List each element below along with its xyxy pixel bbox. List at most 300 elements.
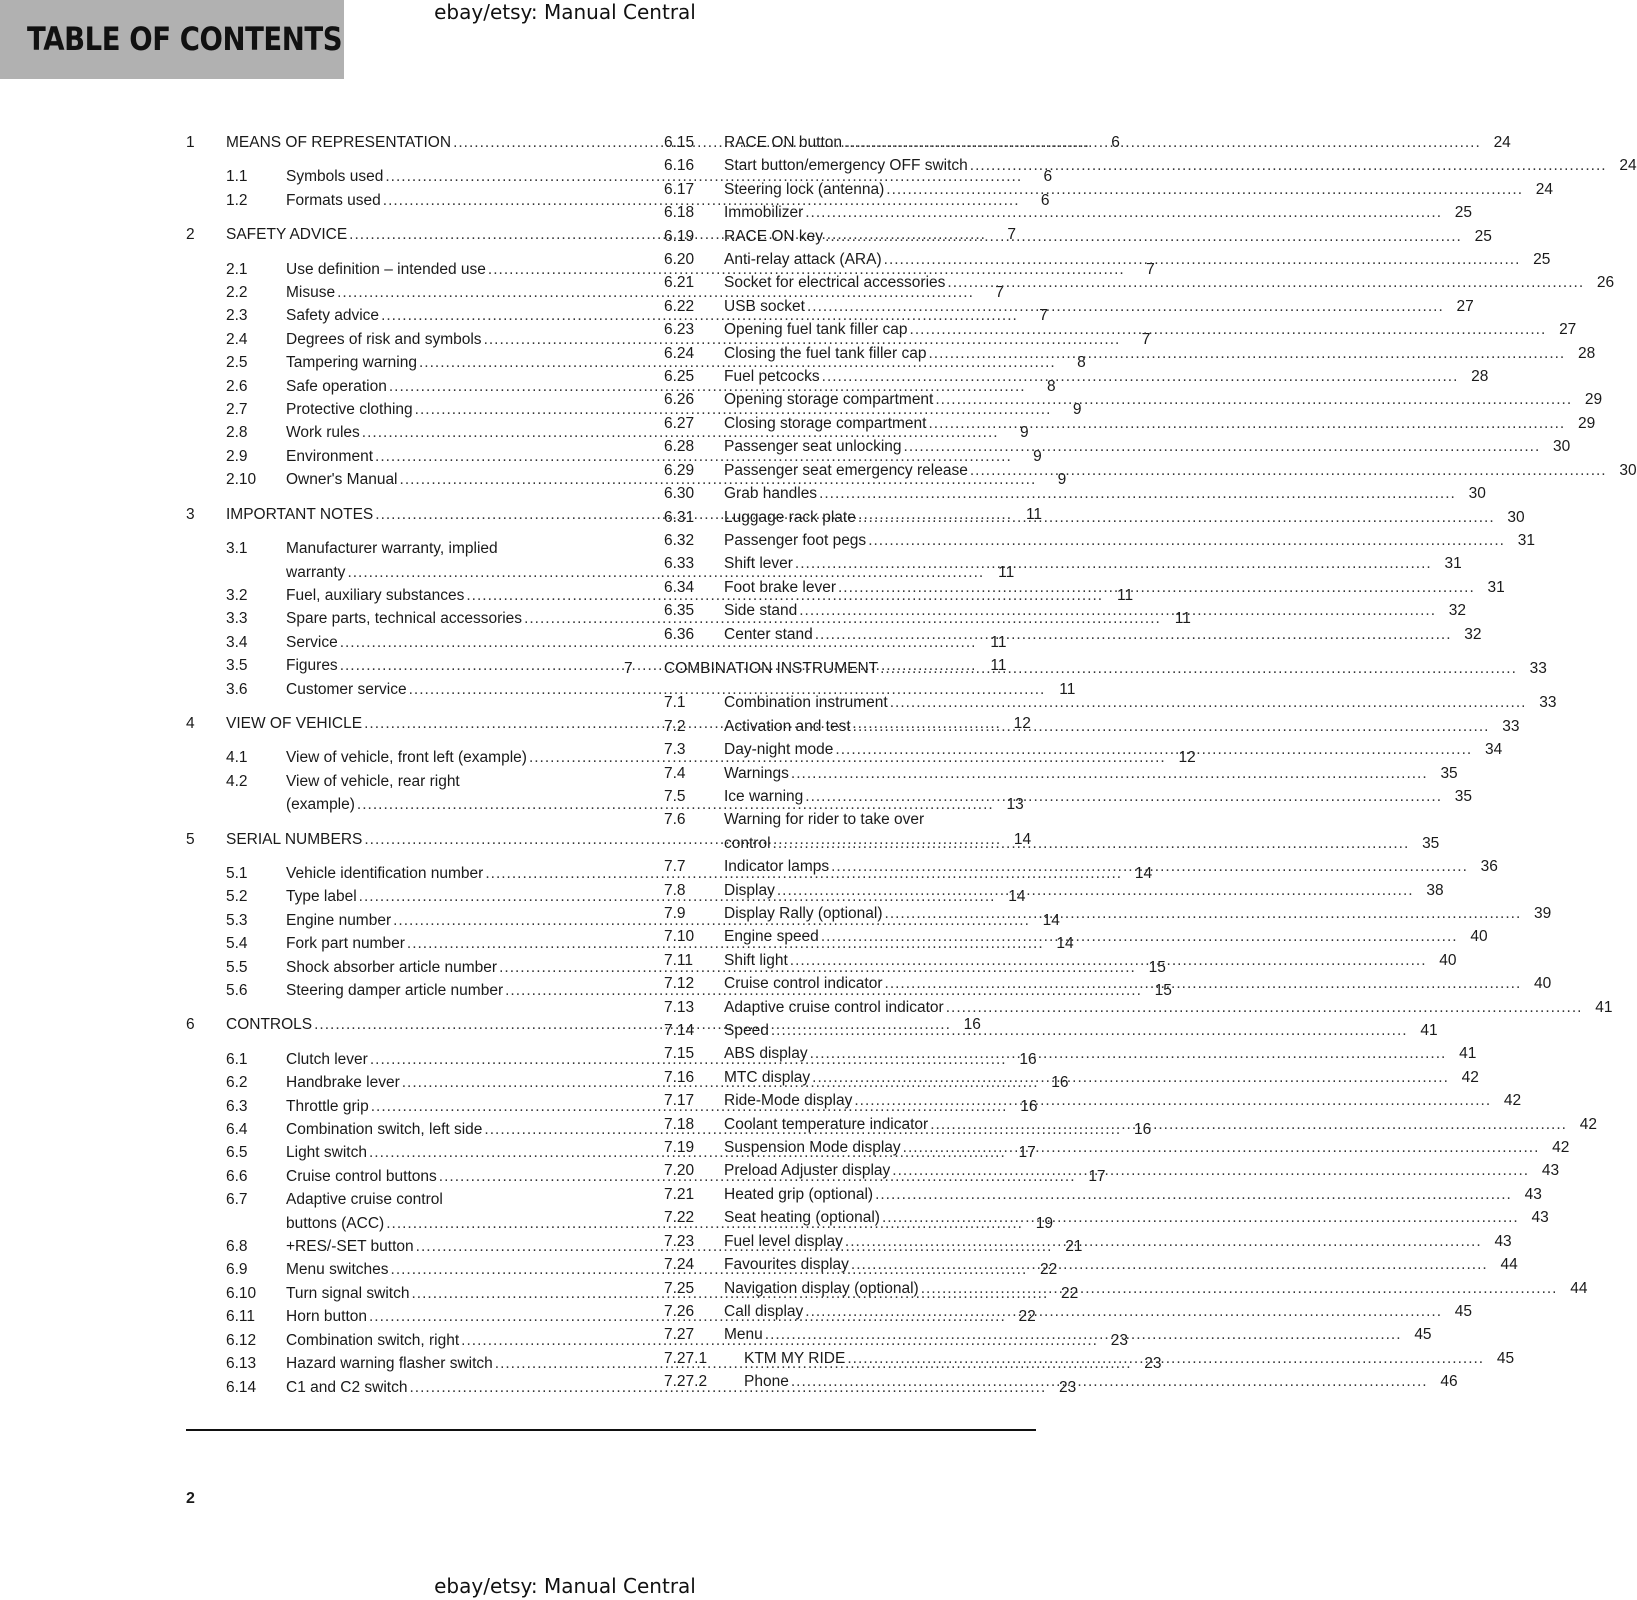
- leader-dots: [858, 506, 1495, 529]
- toc-entry-number: 7.13: [664, 998, 695, 1016]
- toc-entry-page: 27: [1456, 297, 1474, 315]
- toc-entry-number: 7.14: [664, 1022, 695, 1040]
- toc-entry-page: 26: [1596, 274, 1615, 292]
- toc-entry-number: 7.3: [664, 741, 686, 759]
- toc-entry[interactable]: [624, 201, 1473, 224]
- toc-entry[interactable]: [624, 225, 1492, 248]
- toc-entry-page: 7: [1146, 260, 1155, 278]
- toc-entry-number: 6.10: [226, 1284, 257, 1302]
- toc-entry-title: Fuel level display: [724, 1232, 843, 1250]
- toc-entry-page: 6: [1043, 168, 1053, 186]
- leader-dots: [890, 691, 1527, 714]
- toc-entry-number: 6.8: [226, 1238, 248, 1256]
- toc-entry[interactable]: [624, 1042, 1477, 1065]
- leader-dots: [765, 1323, 1402, 1346]
- toc-entry-page: 45: [1414, 1326, 1432, 1344]
- toc-entry[interactable]: [624, 178, 1554, 201]
- toc-entry-number: 5.5: [226, 958, 248, 976]
- toc-entry-page: 31: [1487, 578, 1505, 596]
- toc-entry-number: 7: [624, 659, 633, 677]
- toc-entry-title: Ride-Mode display: [724, 1092, 853, 1110]
- toc-entry-page: 43: [1524, 1185, 1542, 1203]
- toc-entry[interactable]: [624, 552, 1462, 575]
- toc-entry-title: Navigation display (optional): [724, 1279, 919, 1297]
- toc-entry-page: 46: [1440, 1373, 1458, 1391]
- toc-entry-number: 6.2: [226, 1074, 248, 1092]
- toc-entry-title: SERIAL NUMBERS: [226, 830, 363, 848]
- toc-entry-page: 34: [1484, 741, 1503, 759]
- toc-entry[interactable]: [624, 657, 1547, 680]
- page-number: 2: [186, 1490, 195, 1507]
- toc-entry-title: Display: [724, 881, 775, 899]
- leader-dots: [805, 1300, 1442, 1323]
- toc-entry-title: Use definition – intended use: [286, 260, 486, 278]
- leader-dots: [904, 435, 1541, 458]
- toc-entry-number: 6.5: [226, 1144, 248, 1162]
- toc-entry-page: 30: [1468, 485, 1486, 503]
- leader-dots: [892, 1159, 1529, 1182]
- toc-entry-number: 1: [186, 134, 195, 151]
- toc-entry-title: RACE ON button: [724, 134, 843, 151]
- toc-entry-number: 6.31: [664, 508, 695, 526]
- toc-entry-number: 2.4: [226, 330, 248, 348]
- toc-entry-page: 16: [1019, 1050, 1037, 1068]
- toc-entry-title: Socket for electrical accessories: [724, 274, 946, 292]
- toc-entry-title: Adaptive cruise control: [286, 1191, 443, 1209]
- toc-entry-number: 7.1: [664, 694, 686, 712]
- toc-entry[interactable]: [624, 691, 1557, 714]
- toc-entry-page: 38: [1426, 881, 1444, 899]
- toc-entry-title: USB socket: [724, 297, 805, 315]
- toc-entry-page: 30: [1553, 438, 1571, 456]
- toc-entry-title: Grab handles: [724, 485, 818, 503]
- toc-entry-title: Menu switches: [286, 1261, 389, 1279]
- toc-entry-title: Call display: [724, 1302, 804, 1320]
- leader-dots: [935, 388, 1572, 411]
- toc-entry-page: 16: [1133, 1121, 1152, 1139]
- toc-entry-number: 7.15: [664, 1045, 695, 1063]
- toc-entry[interactable]: [186, 678, 1076, 701]
- toc-entry-title: Fuel, auxiliary substances: [286, 586, 465, 604]
- toc-entry-title: Horn button: [286, 1308, 367, 1326]
- toc-entry-page: 24: [1535, 180, 1554, 198]
- toc-entry-page: 41: [1595, 998, 1613, 1016]
- toc-entry-title: CONTROLS: [226, 1016, 313, 1034]
- toc-entry-title: Opening storage compartment: [724, 391, 934, 409]
- toc-column-right: [624, 131, 1637, 1394]
- toc-entry-page: 8: [1046, 377, 1056, 395]
- toc-entry-title: Suspension Mode display: [724, 1139, 901, 1157]
- toc-entry[interactable]: [624, 435, 1571, 458]
- toc-entry-number: 2.10: [226, 471, 257, 489]
- toc-entry-title: buttons (ACC): [286, 1214, 385, 1232]
- toc-entry[interactable]: [624, 1136, 1570, 1159]
- toc-entry-number: 5.3: [226, 911, 248, 929]
- toc-entry-title: Indicator lamps: [724, 858, 830, 876]
- title-tab: [0, 0, 344, 79]
- toc-entry-title: Throttle grip: [286, 1097, 369, 1115]
- toc-entry-title: SAFETY ADVICE: [226, 226, 348, 244]
- leader-dots: [946, 996, 1583, 1019]
- leader-dots: [795, 552, 1432, 575]
- toc-entry-page: 19: [1035, 1214, 1053, 1232]
- toc-entry-page: 16: [1020, 1097, 1038, 1115]
- toc-entry-number: 6.20: [664, 251, 695, 269]
- toc-entry[interactable]: [624, 154, 1637, 177]
- toc-entry-number: 7.2: [664, 717, 686, 735]
- toc-entry[interactable]: [624, 388, 1603, 411]
- toc-entry-title: Shift light: [724, 951, 788, 969]
- toc-entry-number: 3.4: [226, 633, 248, 651]
- toc-entry-number: 6.21: [664, 274, 695, 292]
- toc-entry-number: 6.32: [664, 531, 695, 549]
- toc-entry-number: 7.23: [664, 1232, 695, 1250]
- leader-dots: [851, 1253, 1488, 1276]
- toc-entry-number: 6.22: [664, 297, 695, 315]
- leader-dots: [812, 1066, 1449, 1089]
- toc-entry-page: 32: [1448, 602, 1467, 620]
- toc-entry-number: 6.9: [226, 1261, 248, 1279]
- toc-entry-page: 14: [1013, 830, 1032, 848]
- toc-entry[interactable]: [624, 1019, 1438, 1042]
- leader-dots: [885, 902, 1522, 925]
- footer-rule: [186, 1429, 1036, 1431]
- toc-entry-title: Degrees of risk and symbols: [286, 330, 482, 348]
- toc-entry-page: 33: [1502, 717, 1520, 735]
- toc-entry-number: 6.4: [226, 1121, 248, 1139]
- toc-entry-page: 25: [1533, 251, 1551, 269]
- toc-entry[interactable]: [624, 342, 1596, 365]
- toc-entry[interactable]: [624, 762, 1458, 785]
- leader-dots: [821, 925, 1458, 948]
- toc-entry[interactable]: [624, 295, 1474, 318]
- toc-entry-title: Ice warning: [724, 787, 804, 805]
- toc-entry-title: Vehicle identification number: [286, 864, 484, 882]
- toc-entry[interactable]: [624, 459, 1637, 482]
- leader-dots: [791, 762, 1428, 785]
- toc-entry-number: 7.27: [664, 1326, 695, 1344]
- toc-entry-number: 2.3: [226, 307, 248, 325]
- toc-entry-page: 43: [1531, 1209, 1549, 1227]
- toc-entry-page: 7: [1039, 307, 1048, 325]
- toc-entry-number: 6.25: [664, 368, 695, 386]
- toc-entry-number: 6.6: [226, 1167, 248, 1185]
- toc-entry-page: 27: [1559, 321, 1577, 339]
- toc-entry-title: Formats used: [286, 191, 381, 209]
- toc-entry[interactable]: [624, 785, 1473, 808]
- leader-dots: [819, 482, 1456, 505]
- toc-entry-number: 1.2: [226, 191, 248, 209]
- toc-entry-number: 2.6: [226, 377, 248, 395]
- toc-entry-title: Phone: [744, 1373, 789, 1391]
- toc-entry-page: 43: [1541, 1162, 1560, 1180]
- toc-entry[interactable]: [624, 1183, 1542, 1206]
- toc-entry-number: 7.7: [664, 858, 686, 876]
- toc-entry-page: 9: [1019, 424, 1029, 442]
- toc-entry-page: 42: [1503, 1092, 1522, 1110]
- toc-entry-number: 6.11: [226, 1308, 256, 1326]
- toc-entry-title: Clutch lever: [286, 1050, 368, 1068]
- toc-entry[interactable]: [624, 879, 1444, 902]
- toc-entry-page: 17: [1088, 1167, 1106, 1185]
- toc-entry[interactable]: [624, 412, 1596, 435]
- leader-dots: [921, 1277, 1558, 1300]
- toc-entry-number: 6.27: [664, 414, 695, 432]
- toc-entry-page: 39: [1534, 905, 1552, 922]
- toc-entry-number: 5.4: [226, 935, 248, 953]
- leader-dots: [845, 1230, 1482, 1253]
- toc-entry-page: 42: [1552, 1139, 1570, 1157]
- toc-entry-number: 7.9: [664, 905, 686, 922]
- toc-entry[interactable]: [624, 715, 1520, 738]
- toc-entry-title: warranty: [286, 563, 346, 581]
- toc-entry-title: MTC display: [724, 1068, 811, 1086]
- toc-entry-page: 24: [1619, 157, 1637, 175]
- toc-entry-title: KTM MY RIDE: [744, 1349, 846, 1367]
- toc-entry-number: 4.2: [226, 772, 248, 790]
- toc-entry-title: Closing storage compartment: [724, 414, 927, 432]
- toc-entry-title: +RES/-SET button: [286, 1238, 414, 1256]
- toc-entry-page: 23: [1110, 1331, 1128, 1349]
- toc-entry-title: Protective clothing: [286, 401, 413, 419]
- leader-dots: [868, 529, 1505, 552]
- leader-dots: [880, 657, 1517, 680]
- toc-entry-number: 7.25: [664, 1279, 695, 1297]
- toc-entry[interactable]: [624, 623, 1482, 646]
- toc-entry-title: Handbrake lever: [286, 1074, 400, 1092]
- toc-entry-number: 6.12: [226, 1331, 257, 1349]
- toc-entry-title: Light switch: [286, 1144, 367, 1162]
- toc-entry-number: 3.2: [226, 586, 248, 604]
- toc-entry-page: 17: [1018, 1144, 1036, 1162]
- toc-entry-title: Immobilizer: [724, 204, 804, 222]
- toc-entry-page: 40: [1534, 975, 1552, 993]
- toc-entry-page: 35: [1440, 764, 1458, 782]
- toc-entry-number: 2.8: [226, 424, 248, 442]
- toc-entry-number: 6.1: [226, 1050, 248, 1068]
- toc-entry-page: 30: [1619, 461, 1637, 479]
- toc-entry-title: control: [724, 834, 771, 852]
- toc-entry-page: 7: [1141, 330, 1151, 348]
- toc-entry-page: 45: [1454, 1302, 1473, 1320]
- toc-entry[interactable]: [624, 529, 1535, 552]
- toc-entry-title: Safety advice: [286, 307, 380, 325]
- toc-entry-page: 8: [1077, 354, 1086, 372]
- toc-entry[interactable]: [624, 318, 1577, 341]
- toc-entry-page: 29: [1584, 391, 1603, 409]
- toc-entry-number: 6.29: [664, 461, 695, 479]
- toc-entry-title: View of vehicle, front left (example): [286, 749, 527, 767]
- leader-dots: [773, 832, 1410, 855]
- leader-dots: [882, 1206, 1519, 1229]
- toc-entry-page: 16: [963, 1016, 981, 1034]
- toc-entry-number: 7.20: [664, 1162, 695, 1180]
- toc-entry-page: 13: [1006, 796, 1024, 814]
- toc-entry-title: Environment: [286, 447, 374, 465]
- toc-entry-title: Misuse: [286, 284, 336, 302]
- leader-dots: [847, 1347, 1484, 1370]
- toc-entry-title: Work rules: [286, 424, 360, 442]
- toc-entry-number: 6: [186, 1016, 195, 1034]
- toc-entry[interactable]: [624, 808, 1440, 855]
- leader-dots: [853, 715, 1490, 738]
- toc-entry[interactable]: [624, 996, 1613, 1019]
- toc-entry-page: 21: [1065, 1238, 1083, 1256]
- toc-entry-page: 23: [1144, 1355, 1162, 1373]
- toc-entry-page: 12: [1178, 749, 1196, 767]
- toc-entry-page: 11: [1025, 505, 1043, 523]
- leader-dots: [807, 295, 1444, 318]
- toc-entry[interactable]: [624, 1089, 1522, 1112]
- toc-entry-title: Opening fuel tank filler cap: [724, 321, 908, 339]
- toc-entry-number: 7.17: [664, 1092, 695, 1110]
- toc-entry-number: 7.8: [664, 881, 686, 899]
- toc-entry-page: 25: [1454, 204, 1473, 222]
- toc-entry-number: 7.27.1: [664, 1349, 708, 1367]
- leader-dots: [831, 855, 1468, 878]
- toc-entry-number: 6.23: [664, 321, 695, 339]
- toc-entry[interactable]: [624, 506, 1525, 529]
- toc-entry-number: 6.14: [226, 1378, 257, 1396]
- toc-entry-title: Day-night mode: [724, 741, 834, 759]
- toc-entry-number: 6.26: [664, 391, 695, 409]
- toc-entry[interactable]: [624, 365, 1489, 388]
- watermark-top: ebay/etsy: Manual Central: [434, 0, 696, 24]
- toc-entry-page: 33: [1529, 659, 1547, 677]
- toc-entry-page: 9: [1072, 401, 1082, 419]
- toc-entry-number: 3.3: [226, 610, 248, 628]
- toc-entry-title: Passenger foot pegs: [724, 531, 867, 549]
- leader-dots: [903, 1136, 1540, 1159]
- toc-entry-number: 7.21: [664, 1185, 695, 1203]
- toc-entry-number: 3.6: [226, 680, 248, 698]
- toc-entry-page: 11: [1059, 680, 1076, 698]
- toc-entry-title: Foot brake lever: [724, 578, 836, 596]
- toc-entry-page: 22: [1061, 1284, 1079, 1302]
- toc-entry-title: Warning for rider to take over: [724, 811, 925, 829]
- toc-entry-page: 41: [1459, 1045, 1477, 1063]
- toc-entry-title: Start button/emergency OFF switch: [724, 157, 968, 175]
- toc-entry-number: 6.18: [664, 204, 695, 222]
- leader-dots: [947, 271, 1584, 294]
- leader-dots: [825, 225, 1462, 248]
- toc-entry-page: 6: [1111, 134, 1120, 151]
- toc-entry-page: 25: [1474, 227, 1492, 245]
- toc-entry-page: 16: [1051, 1074, 1069, 1092]
- toc-entry-title: VIEW OF VEHICLE: [226, 714, 363, 732]
- toc-entry-number: 7.12: [664, 975, 695, 993]
- toc-entry-title: Combination switch, left side: [286, 1121, 483, 1139]
- toc-entry-page: 45: [1496, 1349, 1515, 1367]
- toc-entry-title: Cruise control indicator: [724, 975, 883, 993]
- toc-entry-page: 14: [1042, 911, 1060, 929]
- toc-entry-title: Symbols used: [286, 168, 384, 186]
- toc-entry-page: 40: [1439, 951, 1457, 969]
- toc-entry-number: 5.2: [226, 888, 248, 906]
- toc-entry-title: Combination instrument: [724, 694, 888, 712]
- toc-entry-page: 15: [1148, 958, 1166, 976]
- toc-entry[interactable]: [624, 131, 1511, 154]
- leader-dots: [791, 1370, 1428, 1393]
- toc-entry[interactable]: [624, 1300, 1473, 1323]
- toc-entry-page: 22: [1040, 1261, 1058, 1279]
- toc-entry-number: 2.1: [226, 260, 248, 278]
- toc-entry-number: 6.24: [664, 344, 695, 362]
- toc-entry-number: 6.19: [664, 227, 695, 245]
- toc-entry-number: 3.5: [226, 657, 248, 675]
- toc-entry-page: 23: [1059, 1378, 1077, 1396]
- toc-entry-title: C1 and C2 switch: [286, 1378, 408, 1396]
- toc-entry-title: Owner's Manual: [286, 471, 398, 489]
- toc-entry-number: 6.15: [664, 134, 695, 151]
- toc-entry-title: COMBINATION INSTRUMENT: [664, 659, 879, 677]
- leader-dots: [885, 972, 1522, 995]
- toc-entry[interactable]: [624, 248, 1551, 271]
- toc-entry-number: 7.18: [664, 1115, 695, 1133]
- toc-entry-page: 30: [1507, 508, 1525, 526]
- toc-entry-number: 7.5: [664, 787, 686, 805]
- toc-entry-title: Figures: [286, 657, 338, 675]
- toc-entry-number: 5.6: [226, 982, 248, 999]
- toc-entry-number: 7.27.2: [664, 1373, 708, 1391]
- toc-entry-number: 7.19: [664, 1139, 695, 1157]
- toc-entry-title: Menu: [724, 1326, 763, 1344]
- toc-entry-page: 36: [1480, 858, 1498, 876]
- toc-entry-number: 7.6: [664, 811, 686, 829]
- leader-dots: [886, 178, 1523, 201]
- toc-entry-page: 41: [1420, 1022, 1438, 1040]
- leader-dots: [790, 949, 1427, 972]
- toc-entry-page: 43: [1494, 1232, 1512, 1250]
- toc-entry-number: 6.28: [664, 438, 695, 456]
- leader-dots: [815, 623, 1452, 646]
- toc-entry-number: 7.24: [664, 1256, 695, 1274]
- toc-entry-title: Customer service: [286, 680, 407, 698]
- toc-entry-title: Type label: [286, 888, 357, 906]
- toc-entry-page: 12: [1013, 714, 1031, 732]
- toc-entry-title: Side stand: [724, 602, 798, 620]
- toc-entry-title: Preload Adjuster display: [724, 1162, 891, 1180]
- toc-entry-title: Safe operation: [286, 377, 387, 395]
- toc-entry-title: (example): [286, 796, 355, 814]
- leader-dots: [930, 1113, 1567, 1136]
- toc-entry-number: 7.26: [664, 1302, 695, 1320]
- toc-entry-page: 11: [998, 563, 1015, 581]
- toc-entry-page: 14: [1134, 864, 1153, 882]
- toc-entry-page: 42: [1461, 1068, 1479, 1086]
- toc-entry-title: Seat heating (optional): [724, 1209, 880, 1227]
- toc-entry-page: 44: [1570, 1279, 1588, 1297]
- toc-entry-page: 11: [990, 633, 1007, 651]
- toc-entry[interactable]: [624, 482, 1486, 505]
- leader-dots: [822, 365, 1459, 388]
- toc-entry-number: 2.2: [226, 284, 248, 302]
- toc-entry-title: Turn signal switch: [286, 1284, 410, 1302]
- leader-dots: [854, 1089, 1491, 1112]
- toc-entry-number: 6.30: [664, 485, 695, 503]
- leader-dots: [810, 1042, 1447, 1065]
- toc-entry-title: Combination switch, right: [286, 1331, 460, 1349]
- toc-entry[interactable]: [624, 1066, 1479, 1089]
- leader-dots: [910, 318, 1547, 341]
- toc-entry[interactable]: [624, 271, 1615, 294]
- toc-entry-title: Passenger seat unlocking: [724, 438, 902, 456]
- toc-entry-number: 5.1: [226, 864, 248, 882]
- toc-entry-page: 22: [1018, 1308, 1036, 1326]
- toc-entry-title: Fork part number: [286, 935, 405, 953]
- toc-entry-page: 14: [1008, 888, 1026, 906]
- toc-entry-title: Speed: [724, 1022, 769, 1040]
